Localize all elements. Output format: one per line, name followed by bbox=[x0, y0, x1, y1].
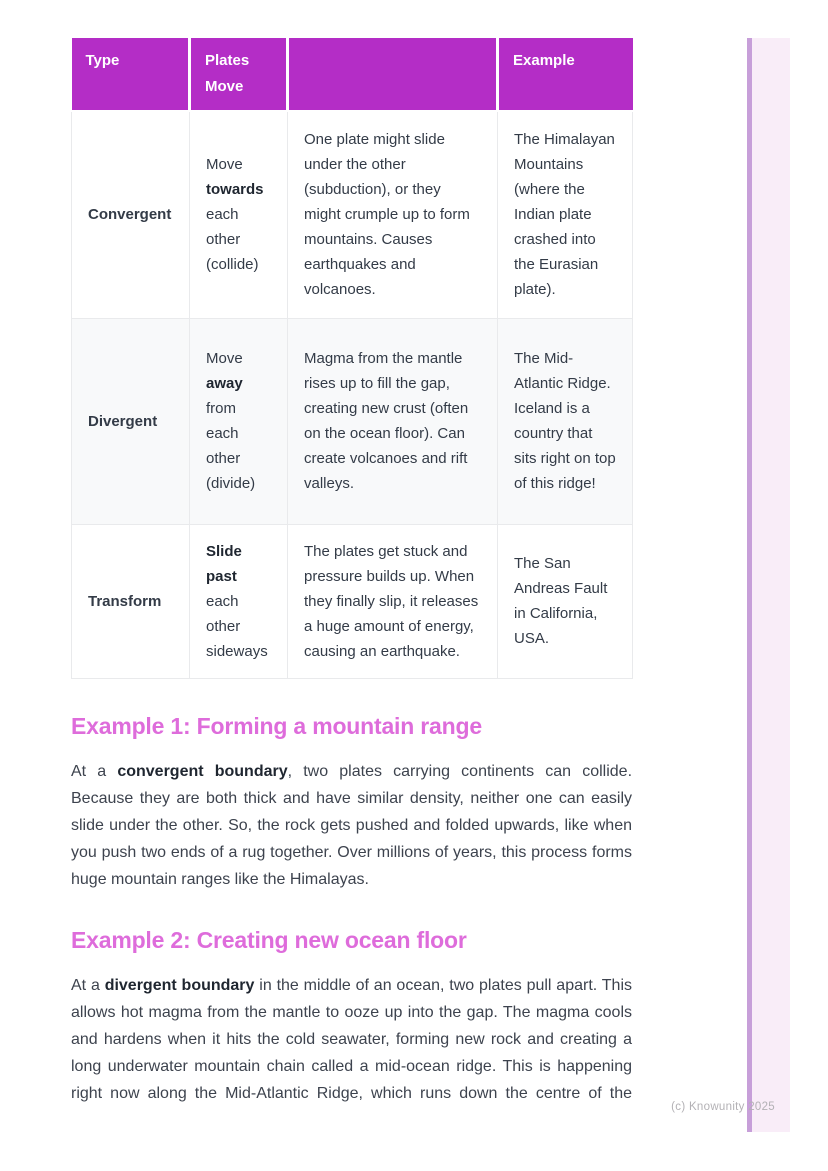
cell-type: Transform bbox=[72, 524, 190, 678]
section-heading-example-2: Example 2: Creating new ocean floor bbox=[71, 926, 467, 953]
cell-example: The Mid-Atlantic Ridge. Iceland is a country that sits right on top of this ridge! bbox=[498, 318, 633, 524]
move-text-post: each other (collide) bbox=[206, 206, 259, 274]
para-text-bold: divergent boundary bbox=[104, 976, 255, 994]
column-header-example: Example bbox=[498, 38, 633, 111]
para-text-pre: At a bbox=[71, 976, 105, 994]
move-text-post: each other sideways bbox=[206, 592, 268, 660]
para-text-post: , two plates carrying continents can collide. Because they are both thick and have similar density, neither one can easily slide under the other. So, the rock gets pushed and folded upwards, like when you push two ends of a rug together. Over millions of years, this process forms huge mountain ranges like the Himalayas. bbox=[71, 762, 633, 888]
move-text-bold: towards bbox=[206, 181, 264, 199]
para-text-bold: convergent boundary bbox=[117, 762, 288, 780]
table-row-divergent bbox=[72, 318, 633, 524]
cell-plates-move bbox=[190, 111, 288, 318]
section-heading-example-1: Example 1: Forming a mountain range bbox=[71, 712, 482, 739]
move-text-bold: Slide past bbox=[206, 542, 242, 585]
cell-plates-move bbox=[190, 318, 288, 524]
move-text-post: from each other (divide) bbox=[206, 400, 256, 492]
plate-boundaries-table bbox=[71, 38, 633, 679]
table-row-convergent bbox=[72, 111, 633, 318]
move-text-bold: away bbox=[206, 375, 243, 392]
paragraph-example-1 bbox=[71, 758, 632, 893]
cell-type: Convergent bbox=[72, 111, 190, 318]
column-header-plates-move: Plates Move bbox=[190, 38, 288, 111]
cell-description: The plates get stuck and pressure builds up. When they finally slip, it releases a huge amount of energy, causing an earthquake. bbox=[288, 524, 498, 678]
column-header-description bbox=[288, 38, 498, 111]
cell-type: Divergent bbox=[72, 318, 190, 524]
document-content bbox=[71, 38, 632, 1107]
column-header-type: Type bbox=[72, 38, 190, 111]
cell-plates-move bbox=[190, 524, 288, 678]
paragraph-example-2 bbox=[71, 972, 632, 1107]
para-text-post: in the middle of an ocean, two plates pull apart. This allows hot magma from the mantle to ooze up into the gap. The magma cools and hardens when it hits the cold seawater, forming new rock and creating a long underwater mountain chain called a mid-ocean ridge. This is happening right now along the Mid-Atlantic Ridge, which runs down the centre of the bbox=[71, 976, 632, 1102]
move-text-pre: Move bbox=[206, 350, 243, 367]
cell-description: Magma from the mantle rises up to fill the gap, creating new crust (often on the ocean floor). Can create volcanoes and rift valleys. bbox=[288, 318, 498, 524]
copyright-notice: (c) Knowunity 2025 bbox=[671, 1101, 775, 1113]
move-text-pre: Move bbox=[206, 156, 243, 174]
cell-example: The Himalayan Mountains (where the Indian plate crashed into the Eurasian plate). bbox=[498, 111, 633, 318]
table-row-transform bbox=[72, 524, 633, 678]
cell-description: One plate might slide under the other (subduction), or they might crumple up to form mountains. Causes earthquakes and volcanoes. bbox=[288, 111, 498, 318]
page-scrollbar[interactable] bbox=[747, 38, 790, 1132]
para-text-pre: At a bbox=[71, 762, 118, 780]
cell-example: The San Andreas Fault in California, USA. bbox=[498, 524, 633, 678]
table-header-row bbox=[72, 38, 633, 111]
